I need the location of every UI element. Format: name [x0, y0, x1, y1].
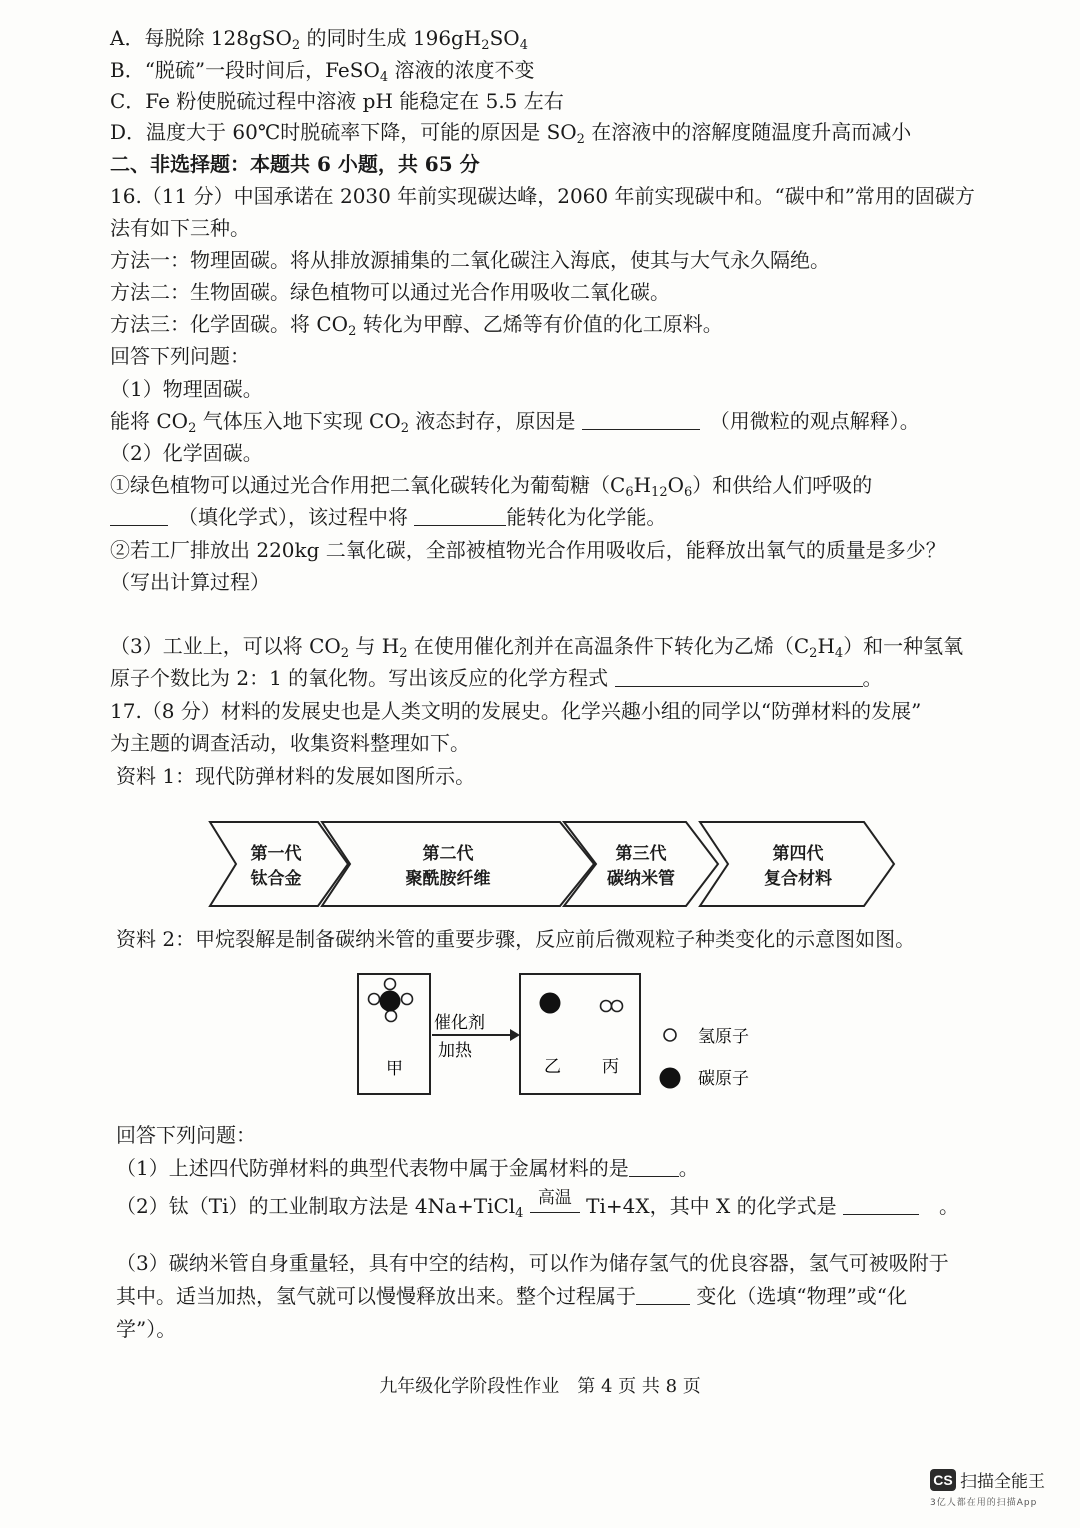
hydrogen-atom	[601, 1001, 612, 1012]
legend-hydrogen-icon	[664, 1029, 676, 1041]
q16-part1: （1）物理固碳。	[110, 377, 263, 401]
q16-method2: 方法二：生物固碳。绿色植物可以通过光合作用吸收二氧化碳。	[110, 280, 670, 304]
armor-generations-diagram	[200, 812, 910, 916]
section-heading: 二、非选择题：本题共 6 小题，共 65 分	[110, 152, 480, 176]
answer-blank[interactable]	[582, 409, 700, 430]
legend-hydrogen: 氢原子	[698, 1027, 749, 1047]
label-yi: 乙	[544, 1057, 561, 1077]
q17-resource2: 资料 2：甲烷裂解是制备碳纳米管的重要步骤，反应前后微观粒子种类变化的示意图如图。	[116, 927, 916, 951]
q16-answer-prompt: 回答下列问题：	[110, 344, 250, 368]
option-a: A．每脱除 128gSO$_2$ 的同时生成 $196gH_2SO_4$	[110, 26, 528, 53]
q17-intro-line1: 17.（8 分）材料的发展史也是人类文明的发展史。化学兴趣小组的同学以“防弹材料的发展”	[110, 699, 922, 723]
answer-blank[interactable]	[636, 1284, 690, 1305]
hydrogen-atom	[402, 994, 413, 1005]
answer-blank[interactable]	[615, 666, 863, 687]
label-jia: 甲	[386, 1059, 403, 1079]
gen2-chevron	[322, 822, 594, 906]
gen4-chevron	[700, 822, 894, 906]
q17-part3-line2: 其中。适当加热，氢气就可以慢慢释放出来。整个过程属于 变化（选填“物理”或“化	[116, 1284, 908, 1308]
gen4-label2: 复合材料	[764, 869, 832, 889]
gen3-label2: 碳纳米管	[607, 869, 675, 889]
q16-method1: 方法一：物理固碳。将从排放源捕集的二氧化碳注入海底，使其与大气永久隔绝。	[110, 248, 830, 272]
q16-part2b: ②若工厂排放出 220kg 二氧化碳，全部被植物光合作用吸收后，能释放出氧气的质量是多少？	[110, 538, 946, 562]
gen2-label1: 第二代	[422, 844, 474, 864]
q16-intro-line1: 16.（11 分）中国承诺在 2030 年前实现碳达峰，2060 年前实现碳中和。“碳中和”常用的固碳方	[110, 184, 975, 208]
answer-blank[interactable]	[414, 505, 506, 526]
option-b: B．“脱硫”一段时间后，FeSO$_4$ 溶液的浓度不变	[110, 58, 535, 85]
gen1-label1: 第一代	[250, 844, 302, 864]
legend-carbon-icon	[660, 1068, 681, 1089]
hydrogen-atom	[369, 994, 380, 1005]
carbon-atom	[380, 991, 401, 1012]
app-name: 扫描全能王	[960, 1472, 1045, 1492]
answer-blank[interactable]	[843, 1194, 919, 1215]
app-slogan: 3亿人都在用的扫描App	[930, 1498, 1038, 1508]
option-d: D．温度大于 60℃时脱硫率下降，可能的原因是 $SO_2$ 在溶液中的溶解度随温度升高而减小	[110, 120, 912, 147]
gen1-chevron	[210, 822, 348, 906]
hydrogen-atom	[386, 1011, 397, 1022]
q16-part1-question: 能将 $CO_2$ 气体压入地下实现 $CO_2$ 液态封存，原因是 （用微粒的观点解释）。	[110, 409, 920, 436]
q16-part2a: ①绿色植物可以通过光合作用把二氧化碳转化为葡萄糖$(C_6H_{12}O_6)$和供给人们呼吸的	[110, 473, 873, 500]
gen3-label1: 第三代	[615, 844, 667, 864]
q16-part3-line2: 原子个数比为 2：1 的氧化物。写出该反应的化学方程式 。	[110, 666, 883, 690]
label-bing: 丙	[602, 1057, 619, 1077]
hydrogen-atom	[612, 1001, 623, 1012]
methane-cracking-diagram	[350, 968, 770, 1100]
methane-molecule	[369, 979, 413, 1022]
condition-heat: 加热	[438, 1041, 472, 1061]
gen2-label2: 聚酰胺纤维	[405, 869, 491, 889]
option-c: C．Fe 粉使脱硫过程中溶液 pH 能稳定在 5.5 左右	[110, 89, 564, 113]
gen3-chevron	[564, 822, 718, 906]
cs-logo-icon: CS	[930, 1469, 956, 1491]
q16-part2b-line2: （写出计算过程）	[110, 570, 270, 594]
q16-intro-line2: 法有如下三种。	[110, 216, 250, 240]
answer-blank[interactable]	[629, 1156, 679, 1177]
scanner-watermark	[930, 1466, 1045, 1508]
condition-catalyst: 催化剂	[434, 1013, 485, 1033]
q16-part3: （3）工业上，可以将 $CO_2$ 与 $H_2$ 在使用催化剂并在高温条件下转化为乙烯$(C_2H_4)$和一种氢氧	[110, 634, 964, 661]
legend-carbon: 碳原子	[698, 1069, 749, 1089]
reaction-condition: 高温	[530, 1200, 580, 1213]
q17-resource1: 资料 1：现代防弹材料的发展如图所示。	[116, 764, 476, 788]
q16-method3: 方法三：化学固碳。将 $CO_2$ 转化为甲醇、乙烯等有价值的化工原料。	[110, 312, 723, 339]
answer-blank[interactable]	[110, 505, 168, 526]
q16-part2a-line2: （填化学式），该过程中将 能转化为化学能。	[110, 503, 666, 531]
gen4-label1: 第四代	[772, 844, 824, 864]
q17-part3-line1: （3）碳纳米管自身重量轻，具有中空的结构，可以作为储存氢气的优良容器，氢气可被吸附于	[116, 1251, 949, 1275]
q16-part2: （2）化学固碳。	[110, 441, 263, 465]
hydrogen-atom	[385, 979, 396, 990]
carbon-atom	[540, 993, 561, 1014]
reaction-arrowhead	[510, 1029, 520, 1041]
q17-answer-prompt: 回答下列问题：	[116, 1123, 256, 1147]
q17-part2: （2）钛（Ti）的工业制取方法是 4Na+TiCl$_4$ 高温 Ti+4X，其中 X 的化学式是 。	[116, 1188, 959, 1221]
page-footer: 九年级化学阶段性作业 第 4 页 共 8 页	[379, 1376, 701, 1397]
box-after	[520, 974, 640, 1094]
gen1-label2: 钛合金	[250, 869, 302, 889]
q17-intro-line2: 为主题的调查活动，收集资料整理如下。	[110, 731, 470, 755]
q17-part1: （1）上述四代防弹材料的典型代表物中属于金属材料的是 。	[116, 1156, 699, 1180]
q17-part3-line3: 学”）。	[116, 1317, 177, 1341]
